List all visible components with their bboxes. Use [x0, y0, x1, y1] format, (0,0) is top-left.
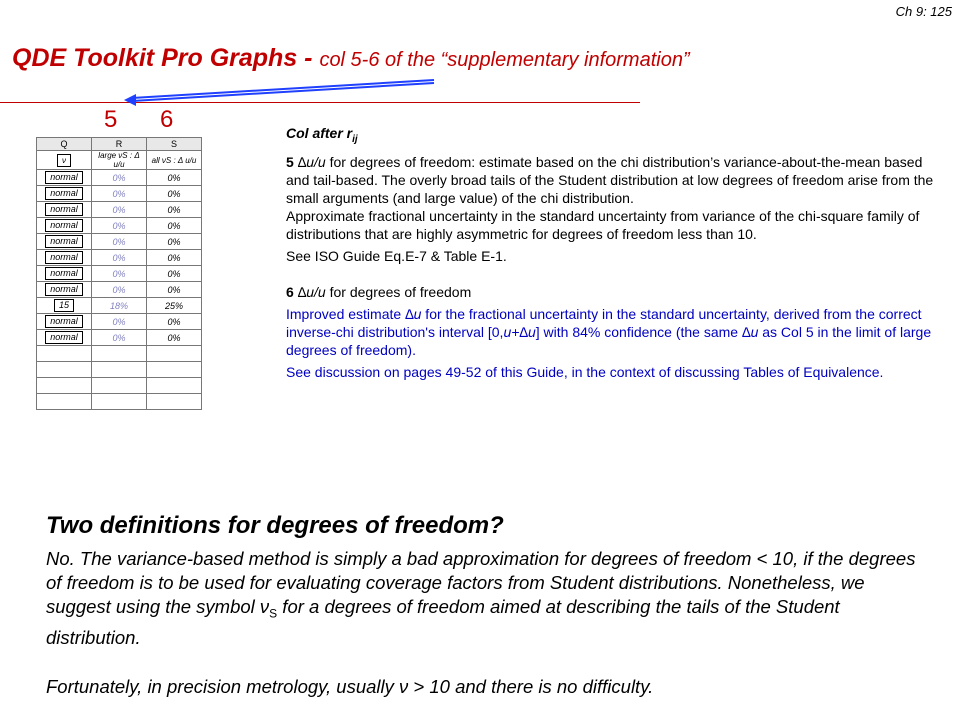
title-main: QDE Toolkit Pro Graphs -: [12, 44, 320, 72]
label-cell-s: all νS : Δ u/u: [147, 151, 202, 170]
col-num-6: 6: [160, 106, 174, 133]
sheet-cell-s: 0%: [147, 330, 202, 346]
sheet-empty-cell: [37, 362, 92, 378]
sheet-cell-s: 0%: [147, 234, 202, 250]
sheet-cell-s: 0%: [147, 250, 202, 266]
sheet-cell-q: normal: [37, 282, 92, 298]
sheet-cell-r: 0%: [92, 282, 147, 298]
sheet-row: [37, 266, 202, 282]
sheet-empty-cell: [37, 346, 92, 362]
column-numbers: [104, 106, 216, 134]
col6-reference: See discussion on pages 49-52 of this Guide, in the context of discussing Tables of Equivalence.: [286, 363, 884, 380]
sheet-row: [37, 250, 202, 266]
sheet-cell-s: 0%: [147, 314, 202, 330]
sheet-empty-cell: [147, 362, 202, 378]
col-header-s: S: [147, 138, 202, 151]
sheet-cell-q: normal: [37, 170, 92, 186]
label-cell-r: large νS : Δ u/u: [92, 151, 147, 170]
sheet-cell-r: 18%: [92, 298, 147, 314]
sheet-row: [37, 218, 202, 234]
sheet-empty-cell: [92, 346, 147, 362]
col5-reference: See ISO Guide Eq.E-7 & Table E-1.: [286, 247, 507, 264]
sheet-cell-s: 25%: [147, 298, 202, 314]
sheet-column-headers: [37, 138, 202, 151]
sheet-cell-s: 0%: [147, 170, 202, 186]
sheet-empty-row: [37, 362, 202, 378]
sheet-cell-r: 0%: [92, 266, 147, 282]
col6-heading: 6 ∆u/u for degrees of freedom: [286, 283, 472, 300]
sheet-cell-q: 15: [37, 298, 92, 314]
col5-description: 5 ∆u/u for degrees of freedom: estimate based on the chi distribution’s variance-about-the-mean based and tail-based. The overly broad tails of the Student distribution at low degrees of freedom arise from the small arguments (and large value) of the chi distribution. Approximate fractional uncertainty in the standard uncertainty from variance of the chi-square family of distributions that are highly asymmetric for degrees of freedom less than 10.: [286, 153, 934, 242]
sheet-empty-row: [37, 378, 202, 394]
slide-title: [12, 44, 690, 73]
pointer-arrow-icon: [120, 76, 440, 106]
sheet-cell-q: normal: [37, 218, 92, 234]
sheet-cell-q: normal: [37, 330, 92, 346]
sheet-cell-s: 0%: [147, 282, 202, 298]
sheet-empty-row: [37, 346, 202, 362]
sheet-cell-q: normal: [37, 266, 92, 282]
sheet-row: [37, 314, 202, 330]
sheet-empty-cell: [37, 378, 92, 394]
sheet-cell-r: 0%: [92, 202, 147, 218]
column-notes: [286, 124, 946, 385]
sheet-cell-s: 0%: [147, 186, 202, 202]
sheet-empty-cell: [92, 394, 147, 410]
sheet-cell-r: 0%: [92, 250, 147, 266]
sheet-empty-cell: [147, 394, 202, 410]
label-cell-q: ν: [37, 151, 92, 170]
col6-description: Improved estimate ∆u for the fractional uncertainty in the standard uncertainty, derived from the correct inverse-chi distribution's interval [0,u+∆u] with 84% confidence (the same ∆u as Col 5 in the limit of large degrees of freedom).: [286, 305, 932, 358]
sheet-cell-r: 0%: [92, 330, 147, 346]
body-paragraph: No. The variance-based method is simply a bad approximation for degrees of freedom < 10, if the degrees of freedom is to be used for evaluating coverage factors from Student distributions. Nonetheless, we suggest using the symbol $\nu_S$ for a degrees of freedom aimed at describing the tails of the Student distribution.: [46, 548, 916, 648]
sheet-cell-q: normal: [37, 314, 92, 330]
sheet-empty-row: [37, 394, 202, 410]
sheet-cell-r: 0%: [92, 234, 147, 250]
col-num-5: 5: [104, 106, 118, 133]
sheet-empty-cell: [92, 362, 147, 378]
sheet-row: [37, 186, 202, 202]
sheet-row: [37, 170, 202, 186]
sheet-cell-q: normal: [37, 234, 92, 250]
sheet-row: [37, 202, 202, 218]
sheet-row: [37, 234, 202, 250]
title-sub: col 5-6 of the “supplementary information”: [319, 49, 690, 71]
sheet-label-row: [37, 151, 202, 170]
sheet-cell-q: normal: [37, 202, 92, 218]
sheet-cell-s: 0%: [147, 218, 202, 234]
conclusion-paragraph: Fortunately, in precision metrology, usually ν > 10 and there is no difficulty.: [46, 676, 654, 697]
col-header-q: Q: [37, 138, 92, 151]
sheet-cell-r: 0%: [92, 170, 147, 186]
sheet-cell-q: normal: [37, 186, 92, 202]
col-after-heading: Col after $r_{ij}$: [286, 125, 358, 145]
sheet-row: [37, 282, 202, 298]
sheet-empty-cell: [147, 346, 202, 362]
sheet-cell-s: 0%: [147, 202, 202, 218]
sheet-cell-r: 0%: [92, 186, 147, 202]
sheet-empty-cell: [37, 394, 92, 410]
chapter-label: Ch 9: 125: [895, 4, 952, 19]
sheet-cell-s: 0%: [147, 266, 202, 282]
sheet-cell-r: 0%: [92, 314, 147, 330]
sheet-cell-q: normal: [37, 250, 92, 266]
sheet-row: [37, 298, 202, 314]
sheet-empty-cell: [92, 378, 147, 394]
section-heading: Two definitions for degrees of freedom?: [46, 512, 504, 539]
sheet-empty-cell: [147, 378, 202, 394]
sheet-cell-r: 0%: [92, 218, 147, 234]
spreadsheet-excerpt: [36, 137, 202, 410]
sheet-row: [37, 330, 202, 346]
col-header-r: R: [92, 138, 147, 151]
